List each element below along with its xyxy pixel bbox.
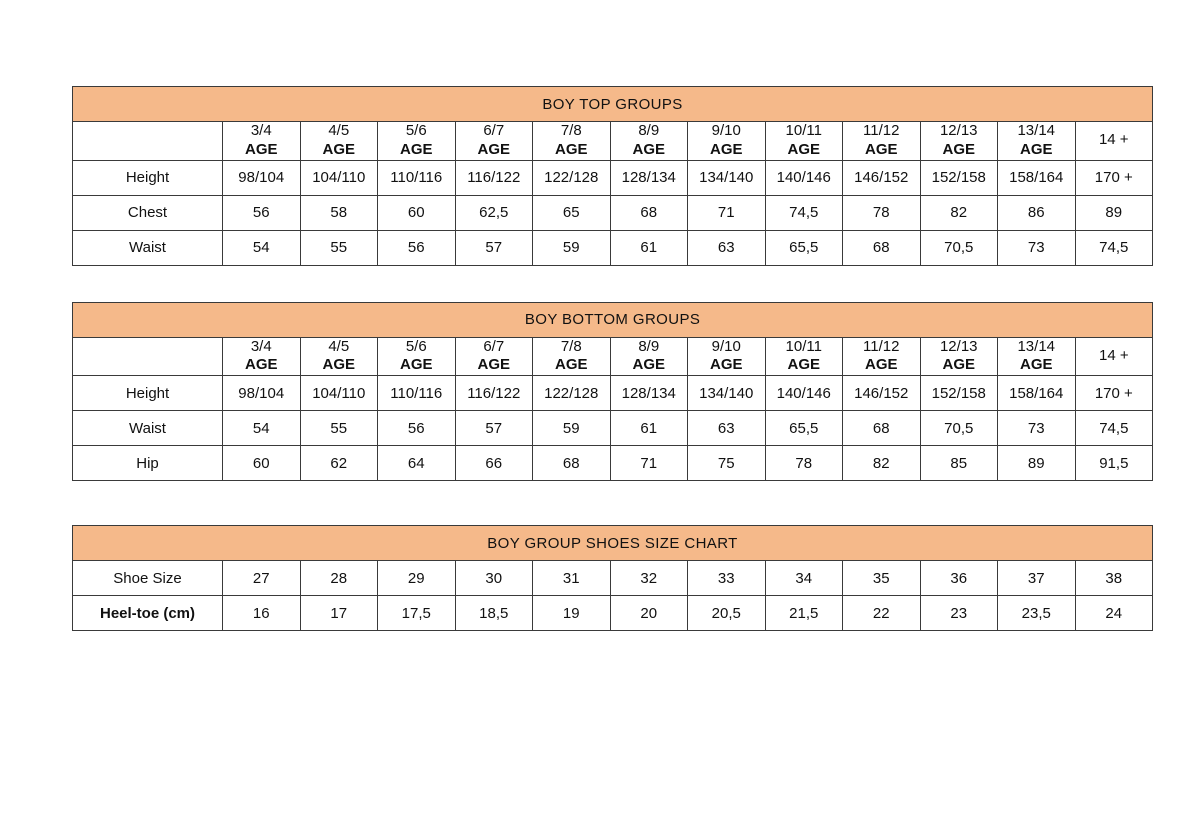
header-line2: AGE	[1019, 356, 1053, 374]
table-title: BOY TOP GROUPS	[73, 87, 1153, 122]
cell: 75	[688, 446, 766, 481]
cell: 158/164	[998, 376, 1076, 411]
column-header-8-9	[610, 122, 688, 161]
header-line1: 12/13	[939, 337, 978, 355]
table-row	[73, 596, 1153, 631]
header-line2: AGE	[942, 140, 975, 158]
header-line1: 6/7	[483, 122, 505, 139]
cell: 54	[223, 230, 301, 265]
column-header-6-7	[455, 337, 533, 376]
header-line1: 4/5	[328, 337, 350, 355]
cell: 85	[920, 446, 998, 481]
table-header-row	[73, 337, 1153, 376]
header-line1: 5/6	[405, 122, 427, 139]
header-line1: 11/12	[863, 337, 900, 355]
cell: 27	[223, 561, 301, 596]
cell: 35	[843, 561, 921, 596]
table-row	[73, 160, 1153, 195]
cell: 38	[1075, 561, 1153, 596]
header-line2: AGE	[244, 356, 278, 374]
cell: 71	[610, 446, 688, 481]
header-line1: 8/9	[638, 337, 660, 355]
cell: 61	[610, 411, 688, 446]
table-row	[73, 195, 1153, 230]
row-label-waist: Waist	[73, 230, 223, 265]
cell: 24	[1075, 596, 1153, 631]
table-row	[73, 376, 1153, 411]
cell: 170 +	[1075, 376, 1153, 411]
header-line1: 3/4	[250, 337, 272, 355]
header-line2: AGE	[322, 140, 355, 158]
cell: 17	[300, 596, 378, 631]
cell: 20,5	[688, 596, 766, 631]
boy-bottom-groups-table	[72, 302, 1153, 482]
cell: 89	[998, 446, 1076, 481]
cell: 32	[610, 561, 688, 596]
cell: 122/128	[533, 376, 611, 411]
cell: 56	[378, 230, 456, 265]
header-line1: 6/7	[483, 337, 505, 355]
cell: 98/104	[223, 160, 301, 195]
row-label-height: Height	[73, 160, 223, 195]
cell: 63	[688, 411, 766, 446]
header-line2: AGE	[709, 140, 743, 158]
cell: 68	[533, 446, 611, 481]
header-line1: 9/10	[711, 337, 741, 355]
row-label-chest: Chest	[73, 195, 223, 230]
row-label-heel-toe: Heel-toe (cm)	[73, 596, 223, 631]
cell: 54	[223, 411, 301, 446]
cell: 158/164	[998, 160, 1076, 195]
cell: 128/134	[610, 160, 688, 195]
header-corner-blank	[73, 122, 223, 161]
cell: 91,5	[1075, 446, 1153, 481]
cell: 116/122	[455, 160, 533, 195]
column-header-9-10	[688, 337, 766, 376]
column-header-8-9	[610, 337, 688, 376]
header-line2: AGE	[632, 356, 665, 374]
header-line1: 7/8	[560, 337, 582, 355]
header-line1: 14 +	[1098, 131, 1129, 149]
header-line2: AGE	[787, 356, 820, 374]
cell: 58	[300, 195, 378, 230]
cell: 55	[300, 230, 378, 265]
row-label-hip: Hip	[73, 446, 223, 481]
header-line1: 7/8	[560, 122, 582, 139]
cell: 152/158	[920, 376, 998, 411]
column-header-4-5	[300, 122, 378, 161]
cell: 59	[533, 411, 611, 446]
cell: 134/140	[688, 160, 766, 195]
header-line2: AGE	[864, 356, 898, 374]
cell: 82	[843, 446, 921, 481]
cell: 73	[998, 230, 1076, 265]
cell: 128/134	[610, 376, 688, 411]
cell: 30	[455, 561, 533, 596]
cell: 20	[610, 596, 688, 631]
cell: 104/110	[300, 376, 378, 411]
cell: 57	[455, 230, 533, 265]
header-line2: AGE	[244, 140, 278, 158]
table-header-row	[73, 122, 1153, 161]
cell: 78	[765, 446, 843, 481]
cell: 89	[1075, 195, 1153, 230]
table-title-row	[73, 87, 1153, 122]
cell: 122/128	[533, 160, 611, 195]
cell: 55	[300, 411, 378, 446]
cell: 61	[610, 230, 688, 265]
cell: 56	[223, 195, 301, 230]
cell: 23,5	[998, 596, 1076, 631]
cell: 29	[378, 561, 456, 596]
cell: 62	[300, 446, 378, 481]
column-header-6-7	[455, 122, 533, 161]
cell: 66	[455, 446, 533, 481]
header-line2: AGE	[709, 356, 743, 374]
cell: 34	[765, 561, 843, 596]
cell: 110/116	[378, 376, 456, 411]
cell: 18,5	[455, 596, 533, 631]
cell: 140/146	[765, 160, 843, 195]
column-header-13-14	[998, 337, 1076, 376]
table-row	[73, 230, 1153, 265]
cell: 74,5	[1075, 230, 1153, 265]
header-line2: AGE	[942, 356, 975, 374]
cell: 56	[378, 411, 456, 446]
column-header-5-6	[378, 122, 456, 161]
cell: 64	[378, 446, 456, 481]
cell: 134/140	[688, 376, 766, 411]
header-line1: 4/5	[328, 122, 350, 139]
cell: 68	[843, 230, 921, 265]
column-header-14-plus	[1075, 337, 1153, 376]
cell: 37	[998, 561, 1076, 596]
boy-shoes-size-table	[72, 525, 1153, 631]
cell: 63	[688, 230, 766, 265]
cell: 16	[223, 596, 301, 631]
cell: 73	[998, 411, 1076, 446]
cell: 116/122	[455, 376, 533, 411]
column-header-11-12	[843, 122, 921, 161]
column-header-12-13	[920, 337, 998, 376]
cell: 22	[843, 596, 921, 631]
column-header-4-5	[300, 337, 378, 376]
header-line1: 10/11	[785, 337, 822, 355]
cell: 78	[843, 195, 921, 230]
boy-top-groups-table	[72, 86, 1153, 266]
column-header-7-8	[533, 122, 611, 161]
header-line2: AGE	[864, 140, 898, 158]
cell: 33	[688, 561, 766, 596]
cell: 36	[920, 561, 998, 596]
cell: 57	[455, 411, 533, 446]
cell: 82	[920, 195, 998, 230]
cell: 74,5	[1075, 411, 1153, 446]
table-title: BOY GROUP SHOES SIZE CHART	[73, 526, 1153, 561]
column-header-11-12	[843, 337, 921, 376]
header-line1: 5/6	[405, 337, 427, 355]
cell: 31	[533, 561, 611, 596]
cell: 65	[533, 195, 611, 230]
cell: 140/146	[765, 376, 843, 411]
column-header-3-4	[223, 122, 301, 161]
cell: 62,5	[455, 195, 533, 230]
cell: 68	[610, 195, 688, 230]
cell: 104/110	[300, 160, 378, 195]
header-line2: AGE	[477, 356, 510, 374]
table-row	[73, 446, 1153, 481]
cell: 21,5	[765, 596, 843, 631]
column-header-9-10	[688, 122, 766, 161]
cell: 146/152	[843, 376, 921, 411]
cell: 146/152	[843, 160, 921, 195]
table-title-row	[73, 526, 1153, 561]
cell: 68	[843, 411, 921, 446]
header-line1: 11/12	[863, 122, 900, 139]
cell: 65,5	[765, 230, 843, 265]
row-label-waist: Waist	[73, 411, 223, 446]
column-header-13-14	[998, 122, 1076, 161]
cell: 60	[378, 195, 456, 230]
cell: 74,5	[765, 195, 843, 230]
section-spacer	[72, 266, 1128, 302]
header-line2: AGE	[477, 140, 510, 158]
header-line1: 13/14	[1017, 337, 1056, 355]
header-line2: AGE	[399, 140, 433, 158]
header-corner-blank	[73, 337, 223, 376]
header-line2: AGE	[1019, 140, 1053, 158]
cell: 152/158	[920, 160, 998, 195]
section-spacer	[72, 481, 1128, 525]
header-line1: 13/14	[1017, 122, 1056, 139]
header-line2: AGE	[632, 140, 665, 158]
header-line1: 8/9	[638, 122, 660, 139]
header-line2: AGE	[399, 356, 433, 374]
cell: 19	[533, 596, 611, 631]
cell: 71	[688, 195, 766, 230]
header-line2: AGE	[554, 356, 588, 374]
column-header-3-4	[223, 337, 301, 376]
column-header-7-8	[533, 337, 611, 376]
header-line1: 10/11	[785, 122, 822, 139]
cell: 23	[920, 596, 998, 631]
column-header-10-11	[765, 337, 843, 376]
row-label-height: Height	[73, 376, 223, 411]
column-header-14-plus	[1075, 122, 1153, 161]
column-header-10-11	[765, 122, 843, 161]
table-title-row	[73, 302, 1153, 337]
cell: 86	[998, 195, 1076, 230]
table-title: BOY BOTTOM GROUPS	[73, 302, 1153, 337]
header-line2: AGE	[787, 140, 820, 158]
header-line2: AGE	[322, 356, 355, 374]
cell: 70,5	[920, 411, 998, 446]
cell: 98/104	[223, 376, 301, 411]
table-row	[73, 411, 1153, 446]
header-line1: 12/13	[939, 122, 978, 139]
row-label-shoe-size: Shoe Size	[73, 561, 223, 596]
header-line1: 3/4	[250, 122, 272, 139]
cell: 60	[223, 446, 301, 481]
column-header-5-6	[378, 337, 456, 376]
column-header-12-13	[920, 122, 998, 161]
cell: 59	[533, 230, 611, 265]
header-line1: 9/10	[711, 122, 741, 139]
cell: 110/116	[378, 160, 456, 195]
cell: 70,5	[920, 230, 998, 265]
header-line2: AGE	[554, 140, 588, 158]
cell: 28	[300, 561, 378, 596]
cell: 170 +	[1075, 160, 1153, 195]
cell: 65,5	[765, 411, 843, 446]
header-line1: 14 +	[1099, 346, 1129, 364]
table-row	[73, 561, 1153, 596]
cell: 17,5	[378, 596, 456, 631]
